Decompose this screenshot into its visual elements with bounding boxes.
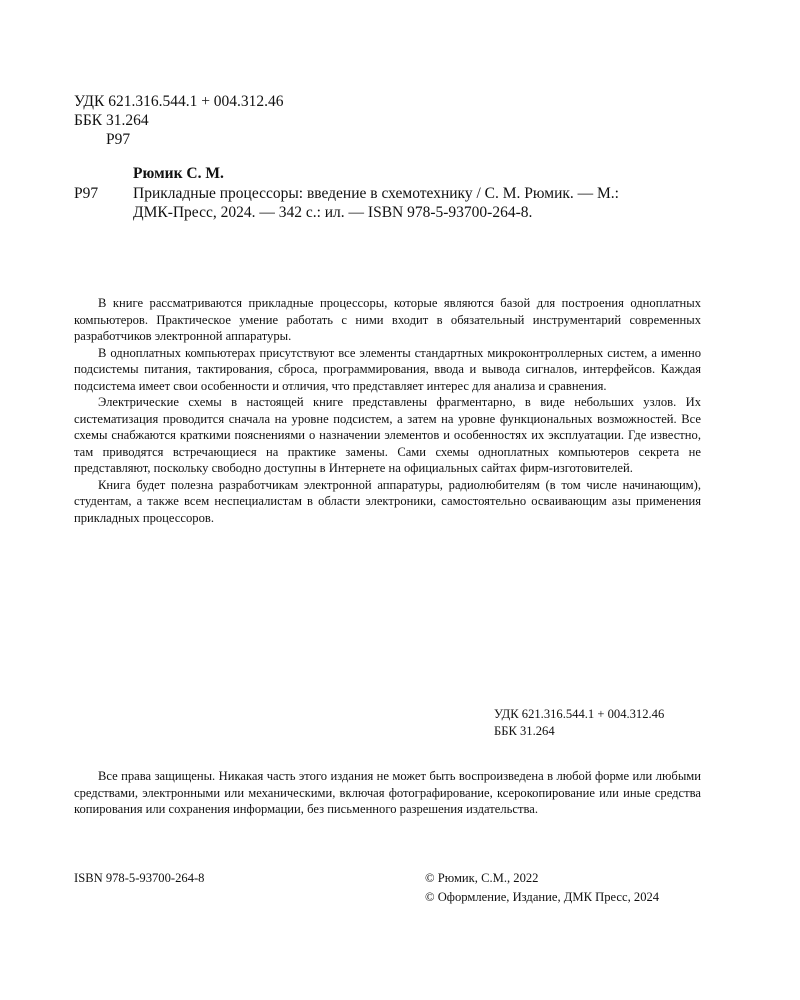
abstract-paragraph: Электрические схемы в настоящей книге представлены фрагментарно, в виде небольших узлов. Их систематизация проводится сначала на уровне подсистем, а затем на уровне функциональных возможностей. Все схемы снабжаются краткими пояснениями о назначении элементов и особенностях их эксплуатации. Где известно, там приводятся встречающиеся на практике замены. Сами схемы одноплатных компьютеров секрета не представляют, поскольку свободно доступны в Интернете на официальных сайтах фирм-изготовителей. — [74, 395, 701, 475]
udk-classification: УДК 621.316.544.1 + 004.312.46 — [494, 707, 665, 721]
abstract-paragraph: В книге рассматриваются прикладные процессоры, которые являются базой для построения одноплатных компьютеров. Практическое умение работать с ними входит в обязательный инструментарий современных разработчиков электронной аппаратуры. — [74, 296, 701, 343]
author-name: Рюмик С. М. — [133, 165, 224, 182]
bbk-header: ББК 31.264 — [74, 112, 149, 129]
udk-header: УДК 621.316.544.1 + 004.312.46 — [74, 93, 284, 110]
abstract-paragraph: Книга будет полезна разработчикам электронной аппаратуры, радиолюбителям (в том числе начинающим), студентам, а также всем неспециалистам в области электроники, самостоятельно осваивающим азы применения прикладных процессоров. — [74, 477, 701, 525]
rights-text: Все права защищены. Никакая часть этого издания не может быть воспроизведена в любой форме или любыми средствами, электронными или механическими, включая фотографирование, ксерокопирование или иные средства копирования или сохранения информации, без письменного разрешения издательства. — [74, 769, 701, 816]
entry-code: Р97 — [74, 185, 99, 202]
bib-line-2: ДМК-Пресс, 2024. — 342 с.: ил. — ISBN 978-5-93700-264-8. — [133, 204, 533, 221]
bbk-classification: ББК 31.264 — [494, 724, 555, 738]
rights-notice — [74, 768, 701, 818]
copyright-author: © Рюмик, С.М., 2022 — [425, 871, 539, 885]
author-code-header: Р97 — [106, 131, 131, 148]
isbn: ISBN 978-5-93700-264-8 — [74, 871, 205, 885]
copyright-publisher: © Оформление, Издание, ДМК Пресс, 2024 — [425, 890, 660, 904]
abstract-paragraph: В одноплатных компьютерах присутствуют все элементы стандартных микроконтроллерных систем, а именно подсистемы питания, тактирования, сброса, программирования, ввода и вывода сигналов, интерфейсов. Каждая подсистема имеет свои особенности и отличия, что представляет интерес для анализа и сравнения. — [74, 345, 701, 393]
abstract — [74, 295, 701, 526]
bib-line-1: Прикладные процессоры: введение в схемотехнику / С. М. Рюмик. — М.: — [133, 185, 619, 202]
